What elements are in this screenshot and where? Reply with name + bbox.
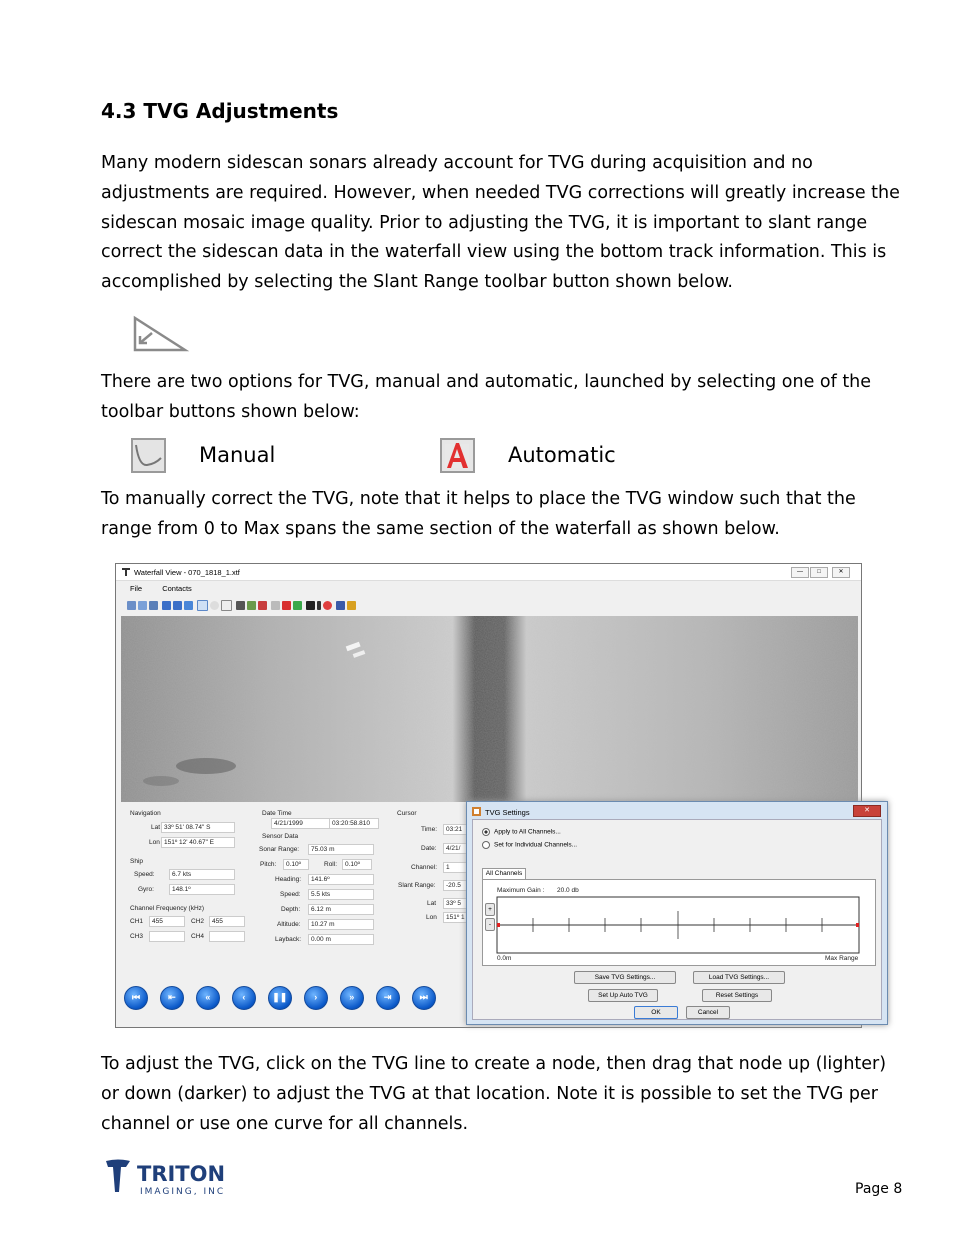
toolbar xyxy=(126,600,357,614)
triton-logo xyxy=(104,1158,226,1200)
cursor-date-value: 4/21/ xyxy=(443,843,473,854)
page-number: Page 8 xyxy=(855,1181,903,1197)
depth-label: Depth: xyxy=(281,906,301,913)
layers-icon[interactable] xyxy=(149,601,158,610)
playback-controls xyxy=(124,986,446,1012)
depth-value: 6.12 m xyxy=(308,904,374,915)
slant-range-icon xyxy=(132,315,188,353)
reset-settings-button[interactable]: Reset Settings xyxy=(702,989,772,1002)
new-icon[interactable] xyxy=(127,601,136,610)
circle-icon[interactable] xyxy=(210,601,219,610)
waterfall-screenshot xyxy=(115,563,870,1028)
auto-tvg-button-icon[interactable] xyxy=(282,601,291,610)
automatic-label: Automatic xyxy=(508,443,616,467)
cursor-lat-label: Lat xyxy=(427,900,437,907)
tvg-curve-graph[interactable] xyxy=(497,897,859,953)
pen-icon[interactable] xyxy=(317,601,321,610)
lat-label: Lat xyxy=(151,824,161,831)
square-icon[interactable] xyxy=(221,600,232,611)
nav-title: Navigation xyxy=(130,810,161,817)
minus-button[interactable]: - xyxy=(485,918,495,931)
sensor-speed-label: Speed: xyxy=(280,891,301,898)
cursor-slant-value: -20.5 xyxy=(443,880,473,891)
cursor-date-label: Date: xyxy=(421,845,437,852)
dialog-close-button[interactable]: ✕ xyxy=(853,805,881,817)
tools-icon[interactable] xyxy=(347,601,356,610)
play-button[interactable]: › xyxy=(304,986,328,1010)
heading-value: 141.6º xyxy=(308,874,374,885)
app-icon xyxy=(121,567,131,577)
step-back-button[interactable]: ‹ xyxy=(232,986,256,1010)
svg-text:IMAGING, INC: IMAGING, INC xyxy=(140,1187,226,1197)
section-heading: 4.3 TVG Adjustments xyxy=(101,99,339,123)
ch4-value xyxy=(209,931,245,942)
dialog-body xyxy=(472,819,882,1020)
automatic-tvg-icon xyxy=(440,438,475,473)
cursor-lat-value: 33º 5 xyxy=(443,898,473,909)
adjust-paragraph: To adjust the TVG, click on the TVG line to create a node, then drag that node up (lighter) or down (darker) to adjust the TVG at that location. Note it is possible to set the TVG per channel or use one curve for all channels. xyxy=(101,1054,887,1134)
ship-speed-value: 6.7 kts xyxy=(169,869,235,880)
ch3-value xyxy=(149,931,185,942)
dialog-icon xyxy=(472,807,481,816)
sonar-range-label: Sonar Range: xyxy=(259,846,300,853)
gyro-label: Gyro: xyxy=(138,886,154,893)
x-end-label: Max Range xyxy=(825,955,859,962)
layback-value: 0.00 m xyxy=(308,934,374,945)
window-titlebar xyxy=(116,564,861,581)
cursor-time-label: Time: xyxy=(421,826,438,833)
cursor-lon-label: Lon xyxy=(426,914,437,921)
intro-paragraph: Many modern sidescan sonars already account for TVG during acquisition and no adjustments are required. However, when needed TVG corrections will greatly increase the sidescan mosaic image quality. Prior to adjusting the TVG, it is important to slant range correct the sidescan data in the waterfall view using the bottom track information. This is accomplished by selecting the Slant Range toolbar button shown below. xyxy=(101,153,900,293)
gyro-value: 148.1º xyxy=(169,884,235,895)
cancel-button[interactable]: Cancel xyxy=(686,1006,730,1019)
datetime-title: Date Time xyxy=(262,810,292,817)
tvg-curve-panel xyxy=(482,879,876,966)
slant-range-button-icon[interactable] xyxy=(197,600,208,611)
skip-start-button[interactable]: ⏮ xyxy=(124,986,148,1010)
heading-label: Heading: xyxy=(275,876,302,883)
cursor-title: Cursor xyxy=(397,810,417,817)
manual-paragraph: To manually correct the TVG, note that it helps to place the TVG window such that the range from 0 to Max spans the same section of the waterfall as shown below. xyxy=(101,489,856,539)
time-value: 03:20:58.810 xyxy=(329,818,379,829)
manual-tvg-button-icon[interactable] xyxy=(271,601,280,610)
info-panel xyxy=(121,804,473,954)
layback-label: Layback: xyxy=(275,936,302,943)
plus-button[interactable]: + xyxy=(485,903,495,916)
cursor-lon-value: 151º 1 xyxy=(443,912,473,923)
date-value: 4/21/1999 xyxy=(271,818,333,829)
options-paragraph: There are two options for TVG, manual and automatic, launched by selecting one of the toolbar buttons shown below: xyxy=(101,372,872,422)
save-tvg-button[interactable]: Save TVG Settings... xyxy=(574,971,676,984)
fast-back-button[interactable]: « xyxy=(196,986,220,1010)
roll-value: 0.10º xyxy=(342,859,372,870)
svg-text:TRITON: TRITON xyxy=(137,1162,226,1186)
dialog-title: TVG Settings xyxy=(485,808,530,817)
pitch-value: 0.10º xyxy=(283,859,309,870)
back-arrow-icon[interactable] xyxy=(162,601,171,610)
menu-bar xyxy=(116,584,196,595)
lon-label: Lon xyxy=(149,839,160,846)
load-tvg-button[interactable]: Load TVG Settings... xyxy=(693,971,785,984)
max-gain-label: Maximum Gain : xyxy=(497,887,545,894)
ch2-label: CH2 xyxy=(191,918,205,925)
sonar-waterfall-image xyxy=(121,616,858,802)
manual-tvg-icon xyxy=(131,438,166,473)
altitude-value: 10.27 m xyxy=(308,919,374,930)
ship-title: Ship xyxy=(130,858,144,865)
apply-all-radio[interactable] xyxy=(482,828,561,836)
ship-speed-label: Speed: xyxy=(134,871,155,878)
green-icon[interactable] xyxy=(293,601,302,610)
triton-logo-image xyxy=(104,1158,226,1196)
marker-icon[interactable] xyxy=(323,601,332,610)
individual-label: Set for Individual Channels... xyxy=(494,841,578,849)
individual-radio[interactable] xyxy=(482,841,577,849)
tab-all-channels[interactable]: All Channels xyxy=(482,868,526,879)
sensor-title: Sensor Data xyxy=(262,833,299,840)
skip-end-button[interactable]: ⏭ xyxy=(412,986,436,1010)
ok-button[interactable]: OK xyxy=(634,1006,678,1019)
menu-contacts[interactable]: Contacts xyxy=(162,584,192,593)
cursor-slant-label: Slant Range: xyxy=(398,882,436,889)
lon-value: 151º 12' 40.67" E xyxy=(161,837,235,848)
x-start-label: 0.0m xyxy=(497,955,512,962)
ch4-label: CH4 xyxy=(191,933,205,940)
tvg-settings-dialog xyxy=(466,801,888,1025)
menu-file[interactable]: File xyxy=(130,584,143,593)
sensor-speed-value: 5.5 kts xyxy=(308,889,374,900)
list-icon[interactable] xyxy=(138,601,147,610)
walk-forward-button[interactable]: ⇥ xyxy=(376,986,400,1010)
pause-button[interactable]: ❚❚ xyxy=(268,986,292,1010)
split-icon[interactable] xyxy=(258,601,267,610)
cursor-channel-value: 1 xyxy=(443,862,473,873)
cad-icon[interactable] xyxy=(306,601,315,610)
auto-tvg-button[interactable]: Set Up Auto TVG xyxy=(588,989,658,1002)
manual-label: Manual xyxy=(199,443,276,467)
refresh-icon[interactable] xyxy=(184,601,193,610)
forward-arrow-icon[interactable] xyxy=(173,601,182,610)
ch1-value: 455 xyxy=(149,916,185,927)
pitch-label: Pitch: xyxy=(260,861,277,868)
window-title: Waterfall View - 070_1818_1.xtf xyxy=(134,568,240,577)
altitude-label: Altitude: xyxy=(277,921,301,928)
lat-value: 33º 51' 08.74" S xyxy=(161,822,235,833)
freq-title: Channel Frequency (kHz) xyxy=(130,905,205,912)
ch1-label: CH1 xyxy=(130,918,144,925)
delete-icon[interactable] xyxy=(336,601,345,610)
cursor-time-value: 03:21 xyxy=(443,824,473,835)
maximize-button[interactable]: □ xyxy=(810,567,828,578)
gradient-icon[interactable] xyxy=(236,601,245,610)
max-gain-value: 20.0 db xyxy=(557,887,579,894)
minimize-button[interactable]: — xyxy=(791,567,809,578)
roll-label: Roll: xyxy=(324,861,338,868)
apply-all-label: Apply to All Channels... xyxy=(494,828,561,836)
chart-icon[interactable] xyxy=(247,601,256,610)
cursor-channel-label: Channel: xyxy=(411,864,438,871)
close-button[interactable]: ✕ xyxy=(832,567,850,578)
ch3-label: CH3 xyxy=(130,933,144,940)
sonar-range-value: 75.03 m xyxy=(308,844,374,855)
walk-back-button[interactable]: ⇤ xyxy=(160,986,184,1010)
fast-forward-button[interactable]: » xyxy=(340,986,364,1010)
ch2-value: 455 xyxy=(209,916,245,927)
